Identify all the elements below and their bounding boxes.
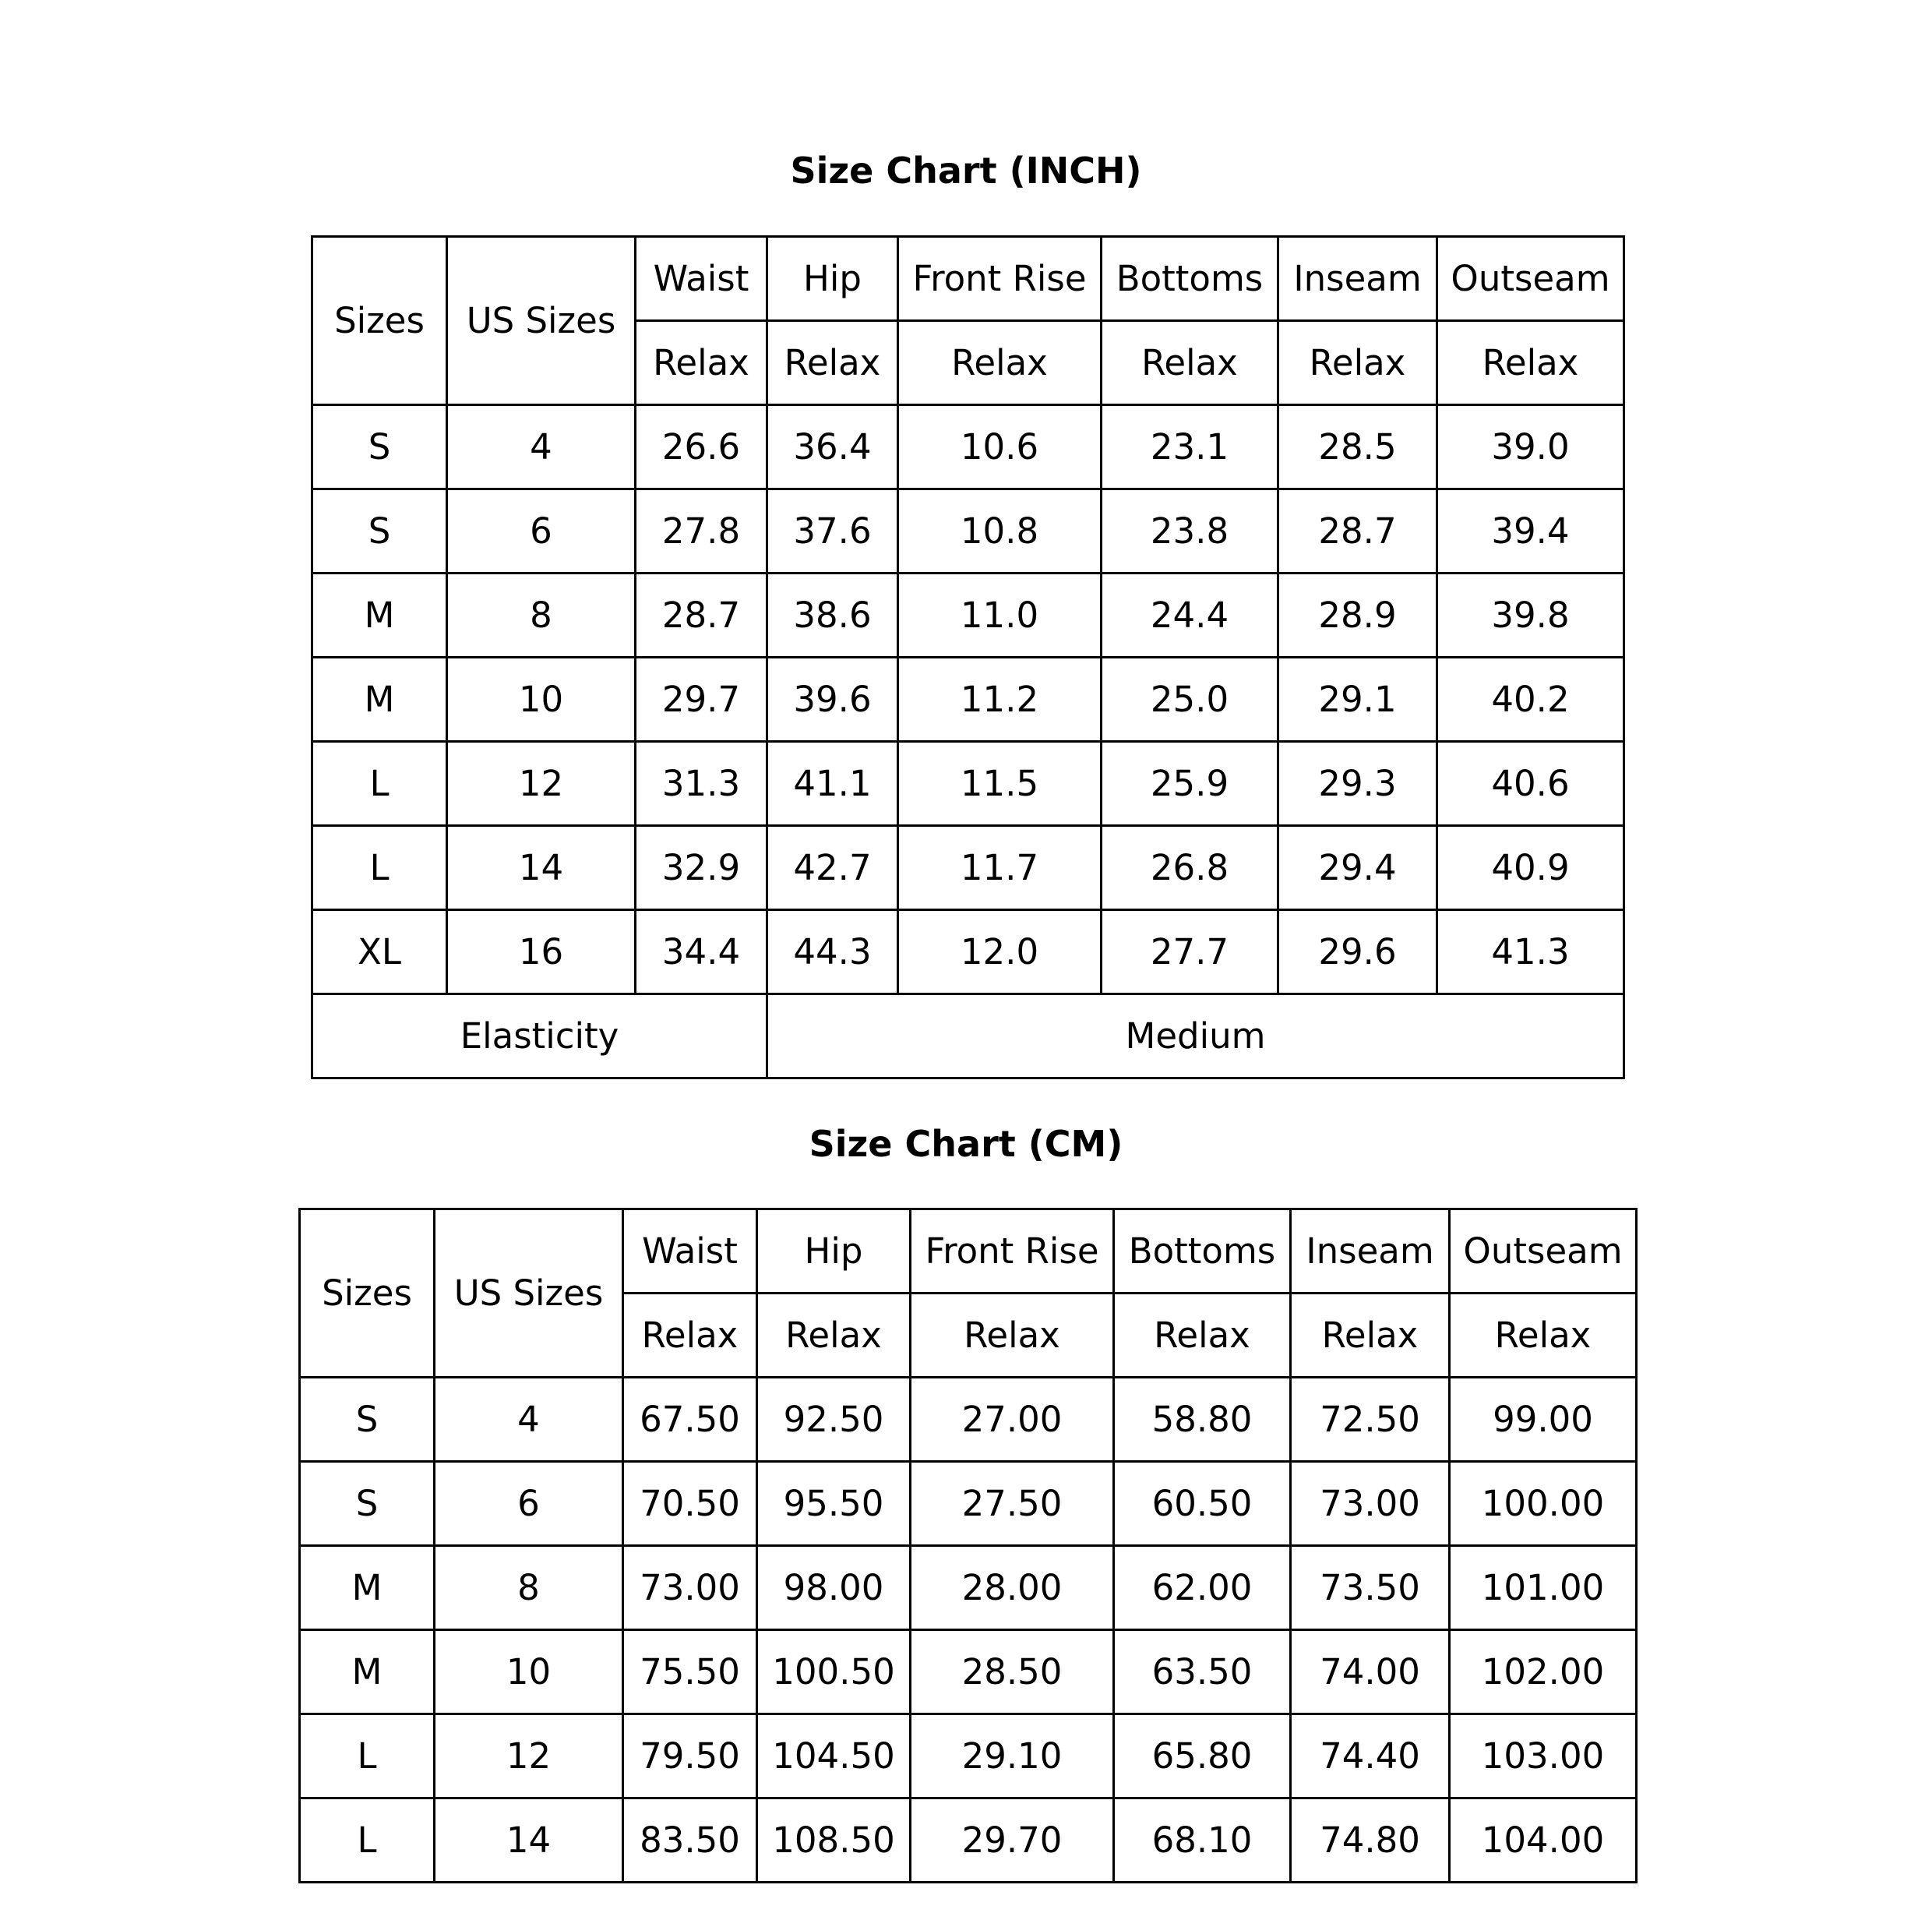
table-row [312, 574, 1624, 658]
us-size-cell: 16 [447, 910, 636, 994]
us-size-cell: 10 [447, 658, 636, 742]
cm-size-table [298, 1208, 1638, 1883]
measurement-cell: 73.00 [1291, 1462, 1450, 1546]
elasticity-value: Medium [767, 994, 1624, 1078]
measurement-cell: 11.5 [898, 742, 1102, 826]
measurement-cell: 73.00 [623, 1546, 757, 1630]
header-waist: Waist [636, 237, 767, 321]
table-row [312, 489, 1624, 574]
size-cell: S [312, 405, 447, 489]
size-cell: M [312, 658, 447, 742]
measurement-cell: 32.9 [636, 826, 767, 910]
measurement-cell: 11.2 [898, 658, 1102, 742]
measurement-cell: 42.7 [767, 826, 898, 910]
measurement-cell: 62.00 [1114, 1546, 1291, 1630]
measurement-cell: 28.00 [911, 1546, 1114, 1630]
header-us-sizes: US Sizes [435, 1209, 623, 1378]
header-us-sizes: US Sizes [447, 237, 636, 405]
measurement-cell: 29.6 [1278, 910, 1437, 994]
us-size-cell: 4 [447, 405, 636, 489]
us-size-cell: 14 [435, 1798, 623, 1883]
subheader-relax: Relax [623, 1294, 757, 1378]
table-row [312, 742, 1624, 826]
measurement-cell: 23.8 [1102, 489, 1278, 574]
measurement-cell: 92.50 [757, 1378, 911, 1462]
subheader-relax: Relax [757, 1294, 911, 1378]
size-cell: S [312, 489, 447, 574]
measurement-cell: 10.6 [898, 405, 1102, 489]
measurement-cell: 58.80 [1114, 1378, 1291, 1462]
measurement-cell: 24.4 [1102, 574, 1278, 658]
measurement-cell: 39.0 [1437, 405, 1624, 489]
measurement-cell: 27.8 [636, 489, 767, 574]
size-cell: L [312, 742, 447, 826]
measurement-cell: 27.7 [1102, 910, 1278, 994]
measurement-cell: 104.50 [757, 1714, 911, 1798]
elasticity-row [312, 994, 1624, 1078]
measurement-cell: 74.00 [1291, 1630, 1450, 1714]
measurement-cell: 104.00 [1450, 1798, 1637, 1883]
measurement-cell: 39.6 [767, 658, 898, 742]
header-inseam: Inseam [1291, 1209, 1450, 1294]
measurement-cell: 79.50 [623, 1714, 757, 1798]
measurement-cell: 11.7 [898, 826, 1102, 910]
measurement-cell: 40.9 [1437, 826, 1624, 910]
table-row [300, 1378, 1637, 1462]
size-cell: L [300, 1798, 435, 1883]
measurement-cell: 37.6 [767, 489, 898, 574]
table-row [312, 405, 1624, 489]
us-size-cell: 8 [435, 1546, 623, 1630]
measurement-cell: 26.6 [636, 405, 767, 489]
measurement-cell: 38.6 [767, 574, 898, 658]
measurement-cell: 44.3 [767, 910, 898, 994]
measurement-cell: 25.0 [1102, 658, 1278, 742]
header-waist: Waist [623, 1209, 757, 1294]
us-size-cell: 12 [447, 742, 636, 826]
measurement-cell: 29.7 [636, 658, 767, 742]
size-cell: S [300, 1378, 435, 1462]
measurement-cell: 25.9 [1102, 742, 1278, 826]
us-size-cell: 6 [447, 489, 636, 574]
subheader-relax: Relax [898, 321, 1102, 405]
table-row [312, 910, 1624, 994]
measurement-cell: 29.4 [1278, 826, 1437, 910]
measurement-cell: 29.70 [911, 1798, 1114, 1883]
size-cell: M [300, 1546, 435, 1630]
us-size-cell: 14 [447, 826, 636, 910]
table-row [300, 1546, 1637, 1630]
table-row [300, 1462, 1637, 1546]
header-inseam: Inseam [1278, 237, 1437, 321]
measurement-cell: 41.1 [767, 742, 898, 826]
subheader-relax: Relax [1114, 1294, 1291, 1378]
measurement-cell: 28.7 [636, 574, 767, 658]
subheader-relax: Relax [1102, 321, 1278, 405]
measurement-cell: 29.1 [1278, 658, 1437, 742]
measurement-cell: 41.3 [1437, 910, 1624, 994]
subheader-relax: Relax [1450, 1294, 1637, 1378]
header-outseam: Outseam [1437, 237, 1624, 321]
measurement-cell: 75.50 [623, 1630, 757, 1714]
measurement-cell: 63.50 [1114, 1630, 1291, 1714]
measurement-cell: 68.10 [1114, 1798, 1291, 1883]
measurement-cell: 36.4 [767, 405, 898, 489]
measurement-cell: 108.50 [757, 1798, 911, 1883]
cm-chart-title: Size Chart (CM) [809, 1123, 1123, 1165]
size-cell: XL [312, 910, 447, 994]
table-row [312, 826, 1624, 910]
measurement-cell: 27.50 [911, 1462, 1114, 1546]
measurement-cell: 98.00 [757, 1546, 911, 1630]
header-bottoms: Bottoms [1102, 237, 1278, 321]
measurement-cell: 31.3 [636, 742, 767, 826]
subheader-relax: Relax [1437, 321, 1624, 405]
header-row [312, 237, 1624, 321]
header-hip: Hip [767, 237, 898, 321]
header-hip: Hip [757, 1209, 911, 1294]
measurement-cell: 65.80 [1114, 1714, 1291, 1798]
measurement-cell: 70.50 [623, 1462, 757, 1546]
size-cell: M [312, 574, 447, 658]
table-row [300, 1714, 1637, 1798]
header-front-rise: Front Rise [898, 237, 1102, 321]
measurement-cell: 10.8 [898, 489, 1102, 574]
measurement-cell: 60.50 [1114, 1462, 1291, 1546]
measurement-cell: 73.50 [1291, 1546, 1450, 1630]
measurement-cell: 40.6 [1437, 742, 1624, 826]
table-row [300, 1630, 1637, 1714]
us-size-cell: 8 [447, 574, 636, 658]
measurement-cell: 72.50 [1291, 1378, 1450, 1462]
us-size-cell: 6 [435, 1462, 623, 1546]
size-cell: L [312, 826, 447, 910]
measurement-cell: 23.1 [1102, 405, 1278, 489]
subheader-relax: Relax [636, 321, 767, 405]
measurement-cell: 103.00 [1450, 1714, 1637, 1798]
size-cell: L [300, 1714, 435, 1798]
measurement-cell: 27.00 [911, 1378, 1114, 1462]
measurement-cell: 40.2 [1437, 658, 1624, 742]
measurement-cell: 100.00 [1450, 1462, 1637, 1546]
measurement-cell: 74.40 [1291, 1714, 1450, 1798]
us-size-cell: 12 [435, 1714, 623, 1798]
measurement-cell: 12.0 [898, 910, 1102, 994]
measurement-cell: 11.0 [898, 574, 1102, 658]
measurement-cell: 28.5 [1278, 405, 1437, 489]
subheader-relax: Relax [1291, 1294, 1450, 1378]
subheader-relax: Relax [1278, 321, 1437, 405]
measurement-cell: 28.9 [1278, 574, 1437, 658]
header-sizes: Sizes [312, 237, 447, 405]
measurement-cell: 83.50 [623, 1798, 757, 1883]
measurement-cell: 28.7 [1278, 489, 1437, 574]
elasticity-label: Elasticity [312, 994, 767, 1078]
measurement-cell: 34.4 [636, 910, 767, 994]
us-size-cell: 10 [435, 1630, 623, 1714]
header-row [300, 1209, 1637, 1294]
measurement-cell: 26.8 [1102, 826, 1278, 910]
measurement-cell: 29.3 [1278, 742, 1437, 826]
measurement-cell: 28.50 [911, 1630, 1114, 1714]
header-bottoms: Bottoms [1114, 1209, 1291, 1294]
measurement-cell: 39.8 [1437, 574, 1624, 658]
size-cell: S [300, 1462, 435, 1546]
us-size-cell: 4 [435, 1378, 623, 1462]
header-sizes: Sizes [300, 1209, 435, 1378]
measurement-cell: 101.00 [1450, 1546, 1637, 1630]
inch-size-table [311, 235, 1625, 1079]
measurement-cell: 74.80 [1291, 1798, 1450, 1883]
subheader-relax: Relax [767, 321, 898, 405]
table-row [300, 1798, 1637, 1883]
measurement-cell: 39.4 [1437, 489, 1624, 574]
header-front-rise: Front Rise [911, 1209, 1114, 1294]
measurement-cell: 29.10 [911, 1714, 1114, 1798]
table-row [312, 658, 1624, 742]
subheader-relax: Relax [911, 1294, 1114, 1378]
measurement-cell: 95.50 [757, 1462, 911, 1546]
inch-chart-title: Size Chart (INCH) [790, 150, 1142, 192]
measurement-cell: 67.50 [623, 1378, 757, 1462]
header-outseam: Outseam [1450, 1209, 1637, 1294]
measurement-cell: 99.00 [1450, 1378, 1637, 1462]
measurement-cell: 102.00 [1450, 1630, 1637, 1714]
size-cell: M [300, 1630, 435, 1714]
measurement-cell: 100.50 [757, 1630, 911, 1714]
